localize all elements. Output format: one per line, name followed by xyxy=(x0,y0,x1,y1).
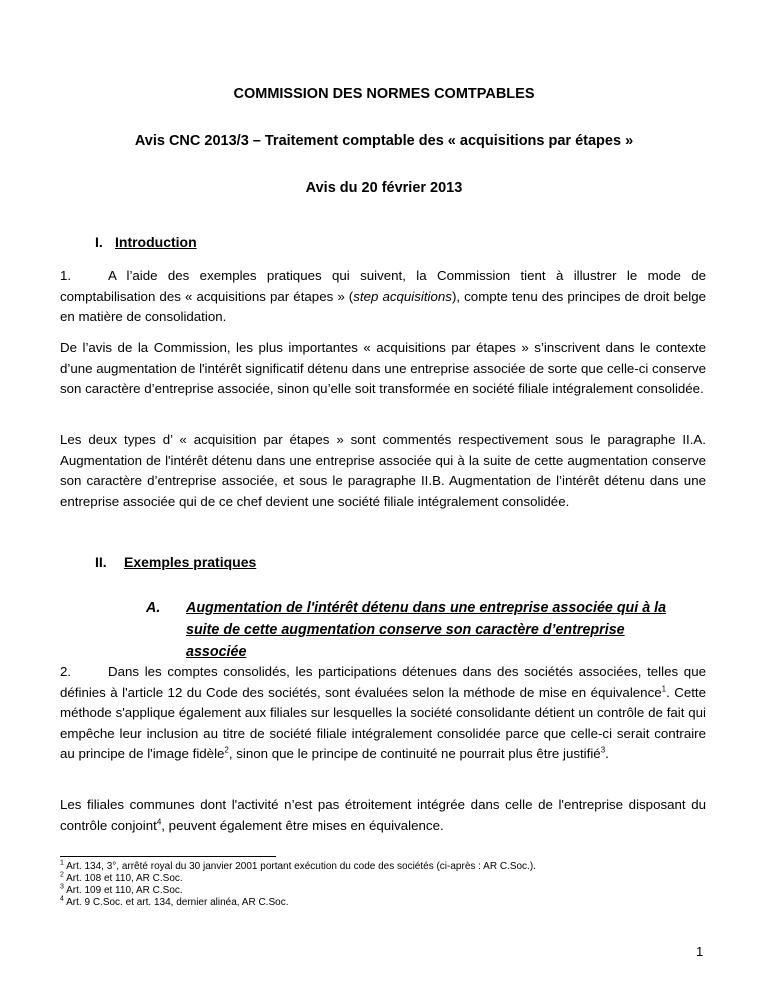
subsection-heading-a xyxy=(146,597,686,663)
footnote-ref-3[interactable]: 3 xyxy=(600,745,606,755)
footnote-4: $^4$ Art. 9 C.Soc. et art. 134, dernier alinéa, AR C.Soc. xyxy=(60,895,289,908)
page-number: 1 xyxy=(696,944,704,959)
paragraph-2: 2. Dans les comptes consolidés, les participations détenues dans des sociétés associées, telles que définies à l'article 12 du Code des sociétés, sont évaluées selon la méthode de mise en équivalence$^1$. Cette méthode s'applique également aux filiales sur lesquelles la société consolidante détient un contrôle de fait qui empêche leur inclusion au titre de société filiale intégralement consolidée parce que celle-ci serait contraire au principe de l'image fidèle$^2$, sinon que le principe de continuité ne pourrait plus être justifié$^3$. xyxy=(60,664,706,761)
paragraph-number: 2. xyxy=(60,664,72,679)
section-heading-exemples xyxy=(95,554,256,570)
section-heading-introduction xyxy=(95,234,197,250)
section-number: II. xyxy=(95,554,107,570)
footnote-ref-2[interactable]: 2 xyxy=(224,745,229,755)
paragraph-intro-2: De l’avis de la Commission, les plus importantes « acquisitions par étapes » s’inscrivent dans le contexte d’une augmentation de l'intérêt significatif détenu dans une entreprise associée de sorte que celle-ci conserve son caractère d’entreprise associée, sinon qu’elle soit transformée en société filiale intégralement consolidée. xyxy=(60,340,706,396)
organization-title: COMMISSION DES NORMES COMTPABLES xyxy=(233,86,535,102)
paragraph-intro-3: Les deux types d’ « acquisition par étapes » sont commentés respectivement sous le paragraphe II.A. Augmentation de l'intérêt détenu dans une entreprise associée qui à la suite de cette augmentation conserve son caractère d’entreprise associée, et sous le paragraphe II.B. Augmentation de l’intérêt détenu dans une entreprise associée qui de ce chef devient une société filiale intégralement consolidée. xyxy=(60,432,706,509)
subsection-letter: A. xyxy=(146,600,161,616)
document-date: Avis du 20 février 2013 xyxy=(305,180,463,196)
paragraph-1: 1. A l’aide des exemples pratiques qui suivent, la Commission tient à illustrer le mode de comptabilisation des « acquisitions par étapes » (step acquisitions), compte tenu des principes de droit belge en matière de consolidation. xyxy=(60,268,706,324)
subsection-title: Augmentation de l'intérêt détenu dans une entreprise associée qui à la suite de cette augmentation conserve son caractère d’entreprise associée xyxy=(186,600,667,660)
paragraph-2-continued: Les filiales communes dont l'activité n’est pas étroitement intégrée dans celle de l'entreprise disposant du contrôle conjoint$^4$, peuvent également être mises en équivalence. xyxy=(60,797,706,833)
footnote-ref-1[interactable]: 1 xyxy=(661,684,667,694)
section-number: I. xyxy=(95,234,103,250)
section-label: Introduction xyxy=(115,234,197,250)
footnote-2: $^2$ Art. 108 et 110, AR C.Soc. xyxy=(60,871,183,884)
paragraph-number: 1. xyxy=(60,268,72,283)
document-title: Avis CNC 2013/3 – Traitement comptable des « acquisitions par étapes » xyxy=(134,133,634,149)
footnote-ref-4[interactable]: 4 xyxy=(156,817,162,827)
footnote-3: $^3$ Art. 109 et 110, AR C.Soc. xyxy=(60,883,183,896)
footnote-1: $^1$ Art. 134, 3°, arrêté royal du 30 janvier 2001 portant exécution du code des sociétés (ci-après : AR C.Soc.). xyxy=(60,859,536,872)
section-label: Exemples pratiques xyxy=(124,554,257,570)
footnote-separator xyxy=(60,856,276,857)
